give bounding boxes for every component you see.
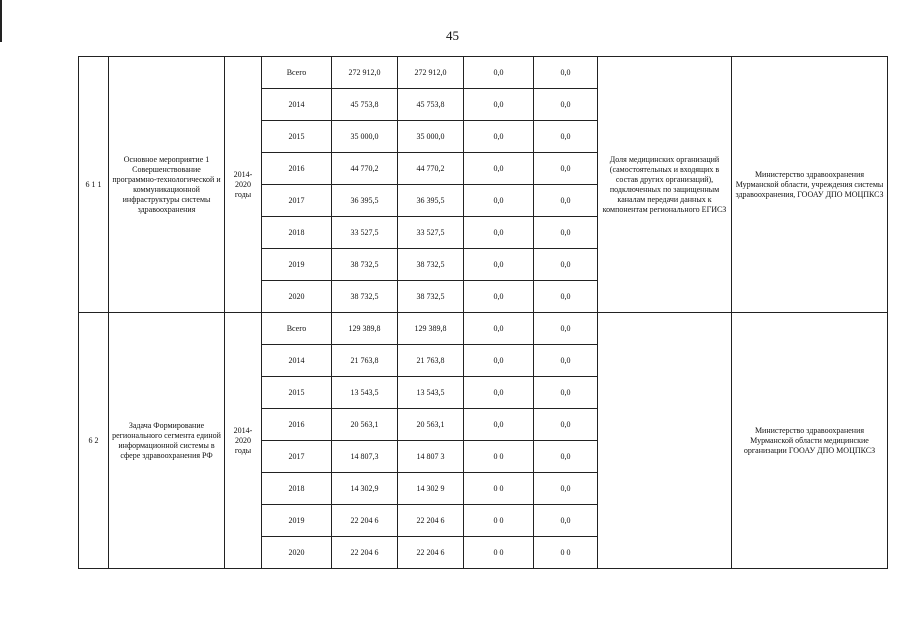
federal-budget-cell: 0 0 [464,441,534,473]
year-cell: 2014 [262,89,332,121]
responsible-executors: Министерство здравоохранения Мурманской области, учреждения системы здравоохранения, ГООАУ ДПО МОЦПКСЗ [732,57,888,313]
regional-budget-cell: 272 912,0 [398,57,464,89]
other-sources-cell: 0,0 [534,441,598,473]
regional-budget-cell: 44 770,2 [398,153,464,185]
year-cell: 2020 [262,281,332,313]
regional-budget-cell: 14 807 3 [398,441,464,473]
other-sources-cell: 0,0 [534,505,598,537]
total-funding-cell: 14 302,9 [332,473,398,505]
total-funding-cell: 21 763,8 [332,345,398,377]
total-funding-cell: 33 527,5 [332,217,398,249]
total-funding-cell: 20 563,1 [332,409,398,441]
regional-budget-cell: 38 732,5 [398,249,464,281]
other-sources-cell: 0,0 [534,473,598,505]
other-sources-cell: 0,0 [534,89,598,121]
federal-budget-cell: 0,0 [464,185,534,217]
year-cell: 2016 [262,153,332,185]
regional-budget-cell: 129 389,8 [398,313,464,345]
other-sources-cell: 0,0 [534,217,598,249]
federal-budget-cell: 0,0 [464,121,534,153]
federal-budget-cell: 0,0 [464,409,534,441]
regional-budget-cell: 35 000,0 [398,121,464,153]
total-funding-cell: 36 395,5 [332,185,398,217]
page-number: 45 [446,28,459,43]
other-sources-cell: 0,0 [534,409,598,441]
responsible-executors: Министерство здравоохранения Мурманской области медицинские организации ГООАУ ДПО МОЦПКСЗ [732,313,888,569]
regional-budget-cell: 21 763,8 [398,345,464,377]
year-cell: 2018 [262,473,332,505]
other-sources-cell: 0,0 [534,377,598,409]
other-sources-cell: 0,0 [534,345,598,377]
year-cell: 2014 [262,345,332,377]
table-body [79,57,888,569]
year-cell: Всего [262,57,332,89]
federal-budget-cell: 0 0 [464,473,534,505]
federal-budget-cell: 0,0 [464,281,534,313]
period-years: 2014-2020 [233,169,253,189]
other-sources-cell: 0,0 [534,153,598,185]
period-unit: годы [234,445,252,455]
section-description: Основное мероприятие 1 Совершенствование программно-технологической и коммуникационной инфраструктуры системы здравоохранения [109,57,225,313]
federal-budget-cell: 0,0 [464,249,534,281]
period-unit: годы [234,189,252,199]
other-sources-cell: 0,0 [534,249,598,281]
target-indicator: Доля медицинских организаций (самостоятельных и входящих в состав других организаций), подключенных по защищенным каналам передачи данных к компонентам регионального ЕГИСЗ [598,57,732,313]
total-funding-cell: 22 204 6 [332,505,398,537]
total-funding-cell: 22 204 6 [332,537,398,569]
regional-budget-cell: 22 204 6 [398,505,464,537]
total-funding-cell: 38 732,5 [332,249,398,281]
federal-budget-cell: 0,0 [464,217,534,249]
other-sources-cell: 0,0 [534,281,598,313]
total-funding-cell: 38 732,5 [332,281,398,313]
section-code: 6 2 [79,313,109,569]
year-cell: 2016 [262,409,332,441]
total-funding-cell: 272 912,0 [332,57,398,89]
regional-budget-cell: 22 204 6 [398,537,464,569]
regional-budget-cell: 45 753,8 [398,89,464,121]
other-sources-cell: 0,0 [534,185,598,217]
federal-budget-cell: 0,0 [464,153,534,185]
regional-budget-cell: 14 302 9 [398,473,464,505]
table-row [79,57,888,89]
other-sources-cell: 0 0 [534,537,598,569]
total-funding-cell: 14 807,3 [332,441,398,473]
period-years: 2014-2020 [233,425,253,445]
year-cell: 2015 [262,377,332,409]
other-sources-cell: 0,0 [534,57,598,89]
federal-budget-cell: 0,0 [464,313,534,345]
year-cell: 2018 [262,217,332,249]
section-description: Задача Формирование регионального сегмента единой информационной системы в сфере здравоохранения РФ [109,313,225,569]
year-cell: 2017 [262,441,332,473]
federal-budget-cell: 0,0 [464,345,534,377]
other-sources-cell: 0,0 [534,313,598,345]
other-sources-cell: 0,0 [534,121,598,153]
total-funding-cell: 45 753,8 [332,89,398,121]
federal-budget-cell: 0 0 [464,537,534,569]
year-cell: 2015 [262,121,332,153]
total-funding-cell: 13 543,5 [332,377,398,409]
year-cell: 2019 [262,505,332,537]
regional-budget-cell: 13 543,5 [398,377,464,409]
year-cell: Всего [262,313,332,345]
regional-budget-cell: 36 395,5 [398,185,464,217]
section-code: 6 1 1 [79,57,109,313]
federal-budget-cell: 0,0 [464,89,534,121]
regional-budget-cell: 33 527,5 [398,217,464,249]
federal-budget-cell: 0 0 [464,505,534,537]
federal-budget-cell: 0,0 [464,377,534,409]
budget-table [78,56,888,569]
implementation-period [225,313,262,569]
year-cell: 2020 [262,537,332,569]
regional-budget-cell: 20 563,1 [398,409,464,441]
total-funding-cell: 129 389,8 [332,313,398,345]
regional-budget-cell: 38 732,5 [398,281,464,313]
year-cell: 2019 [262,249,332,281]
federal-budget-cell: 0,0 [464,57,534,89]
target-indicator [598,313,732,569]
table-row [79,313,888,345]
implementation-period [225,57,262,313]
year-cell: 2017 [262,185,332,217]
total-funding-cell: 35 000,0 [332,121,398,153]
total-funding-cell: 44 770,2 [332,153,398,185]
